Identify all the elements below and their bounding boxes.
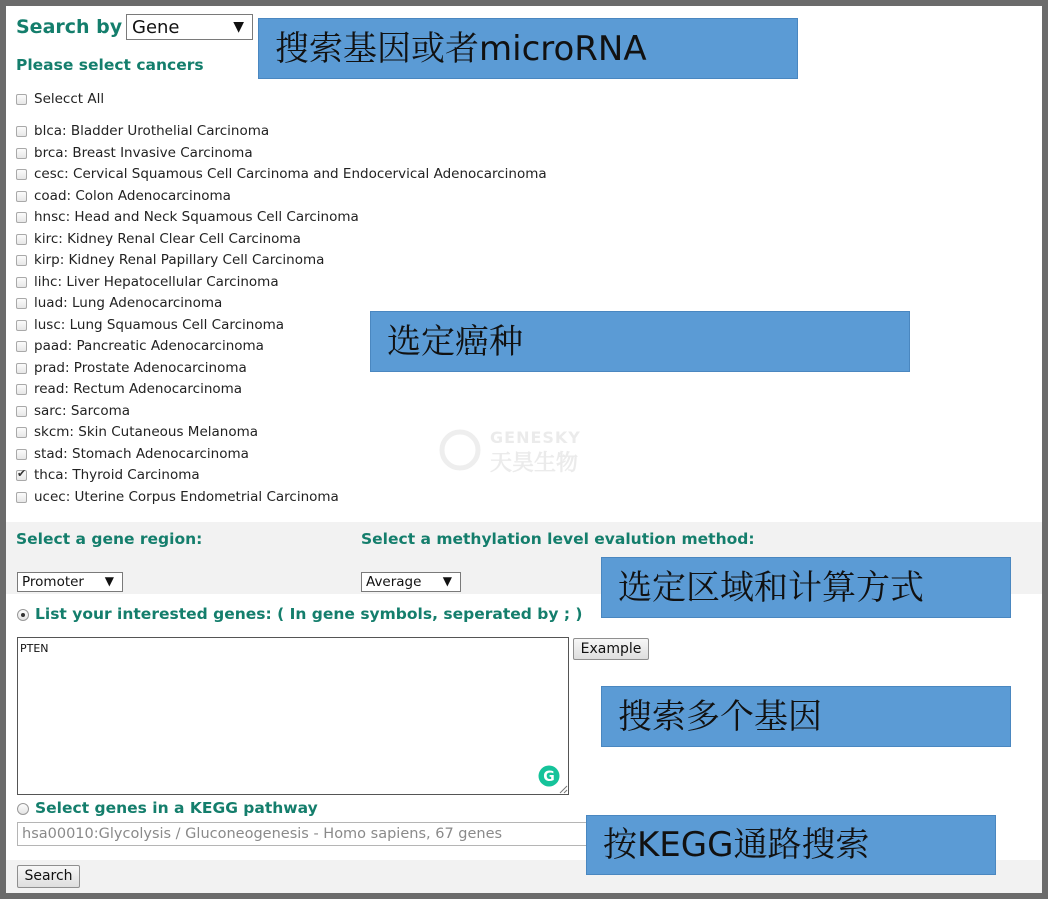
chevron-down-icon: ▼ <box>233 19 244 35</box>
cancer-label: hnsc: Head and Neck Squamous Cell Carcinoma <box>34 209 359 225</box>
cancer-checkbox[interactable] <box>16 406 27 417</box>
cancer-checkbox[interactable] <box>16 492 27 503</box>
cancer-label: lihc: Liver Hepatocellular Carcinoma <box>34 274 279 290</box>
cancer-checkbox[interactable] <box>16 384 27 395</box>
cancer-checkbox[interactable] <box>16 191 27 202</box>
cancer-label: blca: Bladder Urothelial Carcinoma <box>34 123 270 139</box>
search-by-label: Search by <box>16 16 123 38</box>
gene-list-textarea[interactable] <box>17 637 569 795</box>
callout-kegg <box>586 815 996 875</box>
cancer-label: coad: Colon Adenocarcinoma <box>34 188 231 204</box>
kegg-label: Select genes in a KEGG pathway <box>35 799 318 817</box>
genesky-watermark <box>438 426 598 480</box>
kegg-pathway-value: hsa00010:Glycolysis / Gluconeogenesis - Homo sapiens, 67 genes <box>22 826 503 842</box>
gene-region-heading: Select a gene region: <box>16 530 203 548</box>
cancer-checkbox[interactable] <box>16 341 27 352</box>
gene-list-text: PTEN <box>20 642 49 655</box>
cancer-checkbox[interactable] <box>16 148 27 159</box>
cancer-checkbox[interactable] <box>16 427 27 438</box>
callout-search-text: 搜索基因或者microRNA <box>275 28 647 69</box>
search-form-panel <box>6 6 1042 893</box>
cancer-label: paad: Pancreatic Adenocarcinoma <box>34 338 264 354</box>
chevron-down-icon: ▼ <box>104 574 114 588</box>
cancer-label: prad: Prostate Adenocarcinoma <box>34 360 247 376</box>
grammarly-icon[interactable] <box>538 765 560 787</box>
cancer-checkbox[interactable] <box>16 320 27 331</box>
methylation-heading: Select a methylation level evalution method: <box>361 530 755 548</box>
cancer-label: sarc: Sarcoma <box>34 403 131 419</box>
callout-search <box>258 18 798 79</box>
resize-handle-icon[interactable] <box>559 785 568 794</box>
example-button[interactable]: Example <box>573 638 649 660</box>
cancer-label: skcm: Skin Cutaneous Melanoma <box>34 424 259 440</box>
list-genes-radio[interactable] <box>17 609 29 621</box>
cancer-checkbox[interactable] <box>16 298 27 309</box>
callout-multi-gene-text: 搜索多个基因 <box>618 696 822 737</box>
cancer-checkbox[interactable] <box>16 212 27 223</box>
cancer-checkbox[interactable] <box>16 234 27 245</box>
cancer-checkbox[interactable] <box>16 470 27 481</box>
list-genes-label: List your interested genes: ( In gene symbols, seperated by ; ) <box>35 605 583 623</box>
cancer-checkbox[interactable] <box>16 169 27 180</box>
cancer-label: read: Rectum Adenocarcinoma <box>34 381 243 397</box>
cancer-checkbox[interactable] <box>16 126 27 137</box>
callout-cancer <box>370 311 910 372</box>
cancer-label: kirp: Kidney Renal Papillary Cell Carcinoma <box>34 252 325 268</box>
cancer-checkbox[interactable] <box>16 277 27 288</box>
cancer-label: stad: Stomach Adenocarcinoma <box>34 446 249 462</box>
cancer-checkbox[interactable] <box>16 449 27 460</box>
search-by-value: Gene <box>132 17 180 38</box>
svg-text:G: G <box>543 769 555 785</box>
chevron-down-icon: ▼ <box>442 574 452 588</box>
search-button[interactable]: Search <box>17 865 80 888</box>
callout-region <box>601 557 1011 618</box>
callout-region-text: 选定区域和计算方式 <box>618 567 924 608</box>
cancers-heading: Please select cancers <box>16 56 204 74</box>
watermark-line2: 天昊生物 <box>490 451 579 476</box>
watermark-line1: GENESKY <box>490 428 581 447</box>
cancer-checkbox[interactable] <box>16 255 27 266</box>
kegg-pathway-select[interactable] <box>17 822 597 846</box>
kegg-radio[interactable] <box>17 803 29 815</box>
callout-multi-gene <box>601 686 1011 747</box>
select-all-label: Selecct All <box>34 91 105 107</box>
cancer-label: cesc: Cervical Squamous Cell Carcinoma and Endocervical Adenocarcinoma <box>34 166 547 182</box>
cancer-label: luad: Lung Adenocarcinoma <box>34 295 223 311</box>
cancer-label: ucec: Uterine Corpus Endometrial Carcinoma <box>34 489 339 505</box>
callout-cancer-text: 选定癌种 <box>387 321 523 362</box>
cancer-label: thca: Thyroid Carcinoma <box>34 467 200 483</box>
callout-kegg-text: 按KEGG通路搜索 <box>603 825 870 865</box>
methylation-method-value: Average <box>366 574 422 590</box>
search-by-select[interactable] <box>126 14 253 40</box>
gene-region-value: Promoter <box>22 574 84 590</box>
cancer-checkbox[interactable] <box>16 363 27 374</box>
select-all-checkbox[interactable] <box>16 94 27 105</box>
cancer-label: lusc: Lung Squamous Cell Carcinoma <box>34 317 285 333</box>
methylation-method-select[interactable] <box>361 572 461 592</box>
gene-region-select[interactable] <box>17 572 123 592</box>
cancer-label: kirc: Kidney Renal Clear Cell Carcinoma <box>34 231 301 247</box>
cancer-label: brca: Breast Invasive Carcinoma <box>34 145 253 161</box>
